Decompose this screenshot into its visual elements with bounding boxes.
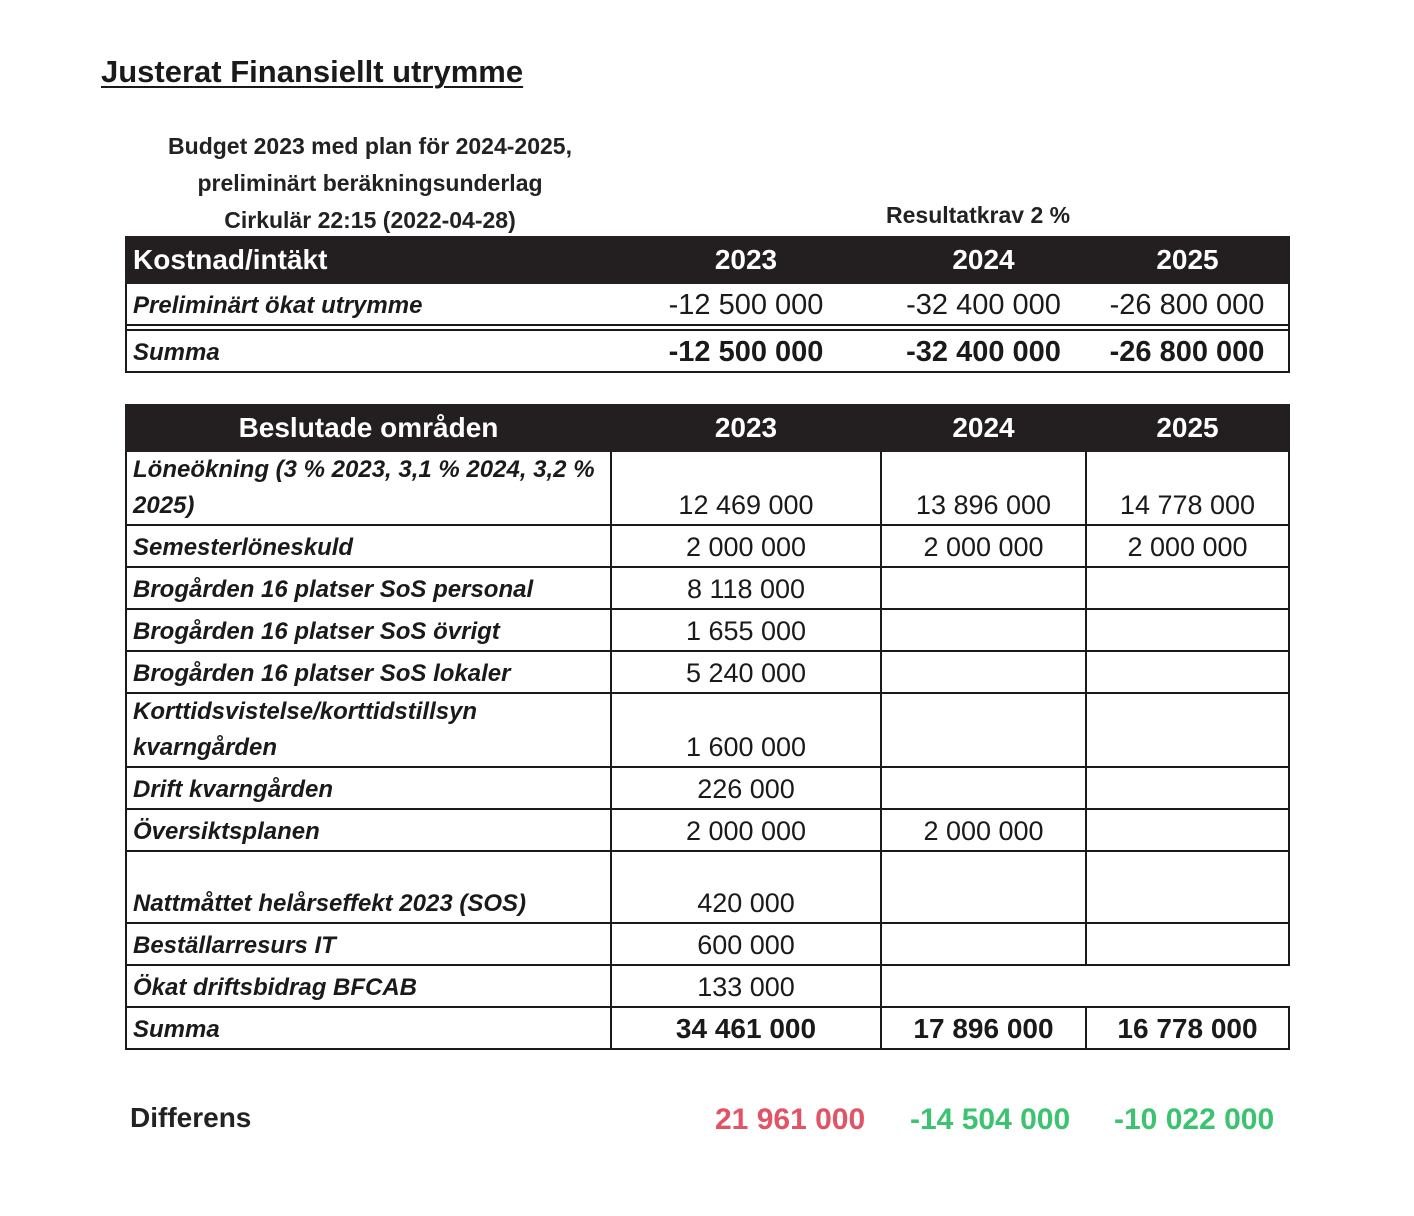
value-2025 [1086, 851, 1289, 923]
value-2025: 16 778 000 [1086, 1007, 1289, 1049]
decided-areas-table [125, 404, 1290, 1050]
row-label: Ökat driftsbidrag BFCAB [126, 965, 611, 1007]
row-label: Summa [126, 330, 611, 372]
row-label: Korttidsvistelse/korttidstillsyn kvarngården [126, 693, 611, 767]
value-2024 [881, 609, 1086, 651]
value-2023: -12 500 000 [611, 283, 881, 325]
table-row [126, 451, 1289, 525]
table-row [126, 283, 1289, 325]
header-label: Kostnad/intäkt [126, 237, 611, 283]
value-2025: -26 800 000 [1086, 283, 1289, 325]
value-2023: 133 000 [611, 965, 881, 1007]
value-2023: 12 469 000 [611, 451, 881, 525]
value-2023: 600 000 [611, 923, 881, 965]
row-label: Summa [126, 1007, 611, 1049]
value-2024: 2 000 000 [881, 809, 1086, 851]
differens-label: Differens [130, 1102, 252, 1133]
value-2025: 2 000 000 [1086, 525, 1289, 567]
header-2025: 2025 [1086, 237, 1289, 283]
value-2025 [1086, 923, 1289, 965]
header-label: Beslutade områden [126, 405, 611, 451]
table-row [126, 851, 1289, 923]
value-2024 [881, 767, 1086, 809]
header-2023: 2023 [611, 405, 881, 451]
row-label: Brogården 16 platser SoS personal [126, 567, 611, 609]
header-2024: 2024 [881, 237, 1086, 283]
differens-2023: 21 961 000 [715, 1103, 866, 1136]
differens-2025: -10 022 000 [1114, 1103, 1275, 1136]
value-2025 [1086, 809, 1289, 851]
row-label: Preliminärt ökat utrymme [126, 283, 611, 325]
row-label: Semesterlöneskuld [126, 525, 611, 567]
value-2023: 226 000 [611, 767, 881, 809]
value-2023: 1 655 000 [611, 609, 881, 651]
value-2024 [881, 923, 1086, 965]
value-2023: 8 118 000 [611, 567, 881, 609]
differens-2024: -14 504 000 [910, 1103, 1071, 1136]
subtitle-line-2: preliminärt beräkningsunderlag [197, 170, 543, 196]
header-2025: 2025 [1086, 405, 1289, 451]
value-2024 [881, 651, 1086, 693]
subtitle-line-1: Budget 2023 med plan för 2024-2025, [168, 133, 572, 159]
table-row [126, 525, 1289, 567]
table-row [126, 609, 1289, 651]
row-label: Nattmåttet helårseffekt 2023 (SOS) [126, 851, 611, 923]
row-label: Beställarresurs IT [126, 923, 611, 965]
value-2025 [1086, 567, 1289, 609]
subtitle [120, 128, 620, 239]
row-label: Översiktsplanen [126, 809, 611, 851]
table-header-row [126, 405, 1289, 451]
value-2024: 2 000 000 [881, 525, 1086, 567]
value-2023: 420 000 [611, 851, 881, 923]
value-2024 [881, 567, 1086, 609]
value-2024: 17 896 000 [881, 1007, 1086, 1049]
subtitle-line-3: Cirkulär 22:15 (2022-04-28) [224, 207, 516, 233]
value-2024 [881, 851, 1086, 923]
value-2023: 2 000 000 [611, 809, 881, 851]
value-2025 [1086, 609, 1289, 651]
value-2024: -32 400 000 [881, 283, 1086, 325]
empty-cell [881, 965, 1289, 1007]
result-requirement: Resultatkrav 2 % [886, 202, 1071, 228]
value-2024: 13 896 000 [881, 451, 1086, 525]
table-row [126, 923, 1289, 965]
table-row [126, 965, 1289, 1007]
row-label: Löneökning (3 % 2023, 3,1 % 2024, 3,2 % 2025) [126, 451, 611, 525]
value-2023: 1 600 000 [611, 693, 881, 767]
value-2024 [881, 693, 1086, 767]
cost-income-table [125, 236, 1290, 373]
row-label: Brogården 16 platser SoS lokaler [126, 651, 611, 693]
value-2023: 34 461 000 [611, 1007, 881, 1049]
value-2023: 2 000 000 [611, 525, 881, 567]
table-header-row [126, 237, 1289, 283]
row-label: Drift kvarngården [126, 767, 611, 809]
sum-row [126, 330, 1289, 372]
sum-row [126, 1007, 1289, 1049]
page-title: Justerat Finansiellt utrymme [101, 54, 524, 89]
header-2024: 2024 [881, 405, 1086, 451]
value-2024: -32 400 000 [881, 330, 1086, 372]
row-label: Brogården 16 platser SoS övrigt [126, 609, 611, 651]
value-2025 [1086, 767, 1289, 809]
table-row [126, 651, 1289, 693]
header-2023: 2023 [611, 237, 881, 283]
value-2025 [1086, 693, 1289, 767]
table-row [126, 567, 1289, 609]
value-2023: -12 500 000 [611, 330, 881, 372]
value-2025 [1086, 651, 1289, 693]
value-2025: 14 778 000 [1086, 451, 1289, 525]
table-row [126, 809, 1289, 851]
value-2023: 5 240 000 [611, 651, 881, 693]
value-2025: -26 800 000 [1086, 330, 1289, 372]
table-row [126, 767, 1289, 809]
table-row [126, 693, 1289, 767]
